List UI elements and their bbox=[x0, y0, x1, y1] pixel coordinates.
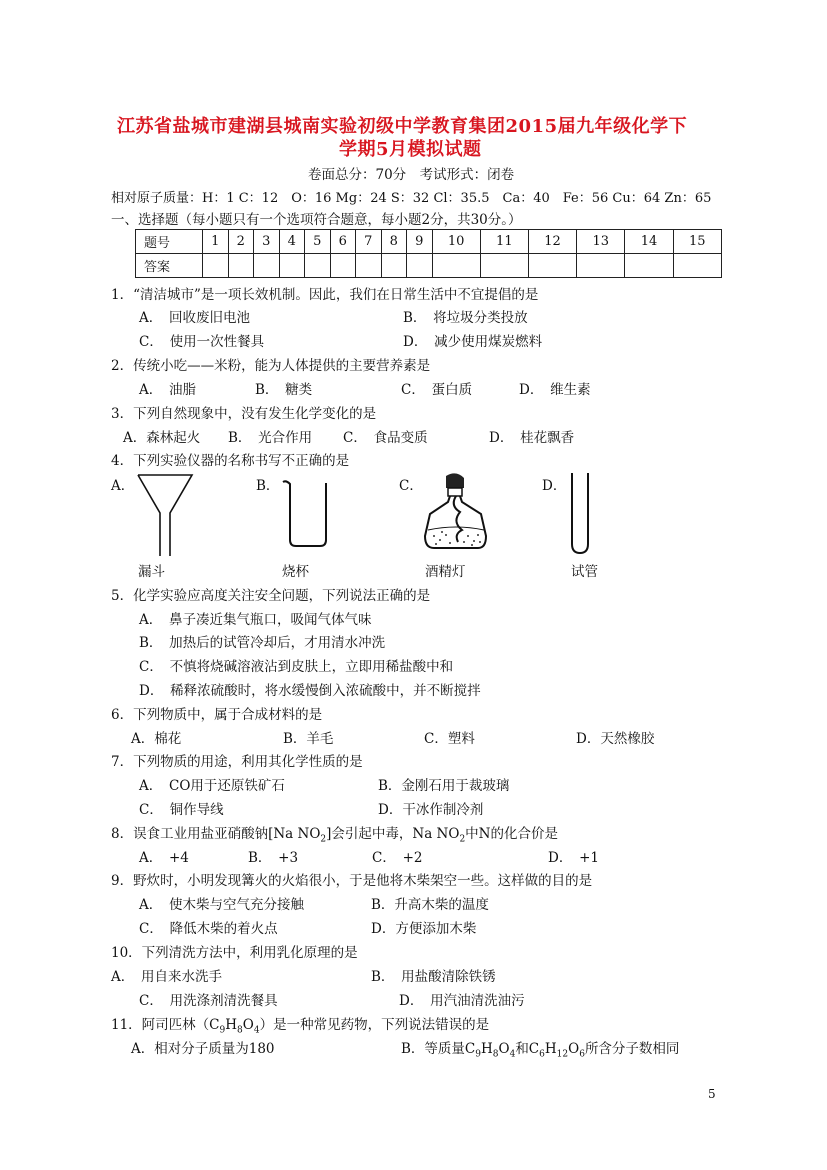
q1-option-b[interactable]: B． 将垃圾分类投放 bbox=[403, 310, 528, 326]
q11-stem-part2: ）是一种常见药物，下列说法错误的是 bbox=[259, 1017, 490, 1033]
funnel-icon bbox=[135, 472, 195, 558]
question-number-cell: 6 bbox=[330, 230, 356, 254]
q6-option-b[interactable]: B．羊毛 bbox=[283, 731, 334, 747]
answer-cell[interactable] bbox=[577, 254, 625, 278]
answer-cell[interactable] bbox=[432, 254, 480, 278]
answer-cell[interactable] bbox=[528, 254, 576, 278]
q11-subscript: 9 bbox=[219, 1025, 226, 1036]
q8-stem-part1: 8．误食工业用盐亚硝酸钠[Na NO bbox=[111, 826, 321, 842]
q11b-subscript: 6 bbox=[579, 1049, 585, 1060]
question-5-stem: 5．化学实验应高度关注安全问题，下列说法正确的是 bbox=[111, 588, 431, 604]
q11-formula-o: O bbox=[242, 1017, 254, 1033]
question-3-stem: 3．下列自然现象中，没有发生化学变化的是 bbox=[111, 406, 377, 422]
q11-subscript: 8 bbox=[237, 1025, 243, 1036]
q11b-subscript: 8 bbox=[492, 1049, 499, 1060]
doc-title-line1: 江苏省盐城市建湖县城南实验初级中学教育集团2015届九年级化学下 bbox=[117, 116, 688, 137]
answer-cell[interactable] bbox=[203, 254, 229, 278]
q11b-subscript: 12 bbox=[556, 1049, 569, 1060]
answer-cell[interactable] bbox=[279, 254, 305, 278]
answer-cell[interactable] bbox=[407, 254, 433, 278]
q4-caption-tube: 试管 bbox=[571, 564, 598, 580]
question-6-stem: 6．下列物质中，属于合成材料的是 bbox=[111, 707, 323, 723]
q10-option-c[interactable]: C． 用洗涤剂清洗餐具 bbox=[139, 993, 278, 1009]
q4-option-c[interactable]: C． bbox=[399, 478, 423, 494]
score-and-mode: 卷面总分：70分 考试形式：闭卷 bbox=[308, 167, 515, 183]
q1-option-d[interactable]: D． 减少使用煤炭燃料 bbox=[403, 334, 543, 350]
q11b-formula-h: H bbox=[480, 1041, 493, 1057]
answer-cell[interactable] bbox=[305, 254, 331, 278]
question-number-cell: 2 bbox=[228, 230, 254, 254]
q11b-subscript: 9 bbox=[475, 1049, 481, 1060]
q11b-subscript: 4 bbox=[509, 1049, 516, 1060]
q9-option-c[interactable]: C． 降低木柴的着火点 bbox=[139, 921, 278, 937]
q5-option-c[interactable]: C． 不慎将烧碱溶液沾到皮肤上，立即用稀盐酸中和 bbox=[139, 659, 454, 675]
alcohol-lamp-icon bbox=[422, 472, 490, 552]
question-7-stem: 7．下列物质的用途，利用其化学性质的是 bbox=[111, 754, 363, 770]
section-heading: 一、选择题（每小题只有一个选项符合题意，每小题2分，共30分。） bbox=[111, 212, 522, 228]
question-number-cell: 14 bbox=[625, 230, 673, 254]
question-number-cell: 11 bbox=[480, 230, 528, 254]
question-number-cell: 5 bbox=[305, 230, 331, 254]
q10-option-b[interactable]: B． 用盐酸清除铁锈 bbox=[371, 969, 496, 985]
q11b-formula-o2: O bbox=[568, 1041, 580, 1057]
q11b-part2: 和C bbox=[515, 1041, 540, 1057]
q8-stem-part2: ]会引起中毒，Na NO bbox=[326, 826, 460, 842]
page-number: 5 bbox=[708, 1087, 716, 1101]
q11-formula-h: H bbox=[225, 1017, 238, 1033]
answer-cell[interactable] bbox=[228, 254, 254, 278]
q2-option-d[interactable]: D． 维生素 bbox=[519, 382, 591, 398]
q11-stem-part1: 11．阿司匹林（C bbox=[111, 1017, 220, 1033]
q11b-subscript: 6 bbox=[539, 1049, 545, 1060]
question-2-stem: 2．传统小吃——米粉，能为人体提供的主要营养素是 bbox=[111, 358, 431, 374]
q4-caption-funnel: 漏斗 bbox=[138, 564, 165, 580]
q4-option-d[interactable]: D． bbox=[542, 478, 567, 494]
answer-cell[interactable] bbox=[381, 254, 407, 278]
doc-title-line2: 学期5月模拟试题 bbox=[339, 139, 482, 160]
question-number-cell: 4 bbox=[279, 230, 305, 254]
q7-option-d[interactable]: D．干冰作制冷剂 bbox=[378, 802, 484, 818]
q4-option-a[interactable]: A． bbox=[111, 478, 135, 494]
q1-option-c[interactable]: C． 使用一次性餐具 bbox=[139, 334, 265, 350]
q11b-formula-o: O bbox=[498, 1041, 510, 1057]
q2-option-c[interactable]: C． 蛋白质 bbox=[401, 382, 473, 398]
question-10-stem: 10．下列清洗方法中，利用乳化原理的是 bbox=[111, 945, 358, 961]
question-number-cell: 15 bbox=[673, 230, 721, 254]
q3-option-d[interactable]: D． 桂花飘香 bbox=[489, 430, 575, 446]
q11b-part3: 所含分子数相同 bbox=[584, 1041, 680, 1057]
q10-option-d[interactable]: D． 用汽油清洗油污 bbox=[399, 993, 525, 1009]
q6-option-d[interactable]: D．天然橡胶 bbox=[576, 731, 655, 747]
question-8-stem bbox=[111, 822, 558, 845]
test-tube-icon bbox=[568, 470, 592, 556]
q8-option-b[interactable]: B． +3 bbox=[248, 850, 299, 866]
q11-option-a[interactable]: A．相对分子质量为180 bbox=[131, 1041, 275, 1057]
answer-table-header-row bbox=[136, 230, 722, 254]
q8-option-a[interactable]: A． +4 bbox=[139, 850, 189, 866]
q7-option-c[interactable]: C． 铜作导线 bbox=[139, 802, 224, 818]
q2-option-a[interactable]: A． 油脂 bbox=[139, 382, 196, 398]
q8-option-c[interactable]: C． +2 bbox=[372, 850, 423, 866]
q2-option-b[interactable]: B． 糖类 bbox=[255, 382, 313, 398]
question-number-cell: 12 bbox=[528, 230, 576, 254]
answer-cell[interactable] bbox=[330, 254, 356, 278]
question-number-cell: 10 bbox=[432, 230, 480, 254]
q3-option-c[interactable]: C． 食品变质 bbox=[343, 430, 428, 446]
q3-option-a[interactable]: A．森林起火 bbox=[123, 430, 201, 446]
question-number-cell: 8 bbox=[381, 230, 407, 254]
q11-subscript: 4 bbox=[253, 1025, 260, 1036]
question-number-cell: 13 bbox=[577, 230, 625, 254]
q9-option-d[interactable]: D．方便添加木柴 bbox=[371, 921, 477, 937]
question-number-cell: 1 bbox=[203, 230, 229, 254]
q8-subscript: 2 bbox=[459, 834, 466, 845]
answer-table bbox=[135, 229, 722, 278]
question-9-stem: 9．野炊时，小明发现篝火的火焰很小，于是他将木柴架空一些。这样做的目的是 bbox=[111, 873, 593, 889]
atomic-mass-line: 相对原子质量：H：1 C：12 O：16 Mg：24 S：32 Cl：35.5 Ca：40 Fe：56 Cu：64 Zn：65 bbox=[111, 191, 712, 206]
q10-option-a[interactable]: A． 用自来水洗手 bbox=[111, 969, 222, 985]
answer-cell[interactable] bbox=[673, 254, 721, 278]
q5-option-a[interactable]: A． 鼻子凑近集气瓶口，吸闻气体气味 bbox=[139, 612, 372, 628]
q4-option-b[interactable]: B． bbox=[256, 478, 280, 494]
q6-option-a[interactable]: A．棉花 bbox=[131, 731, 182, 747]
question-number-cell: 9 bbox=[407, 230, 433, 254]
q1-option-a[interactable]: A． 回收废旧电池 bbox=[139, 310, 250, 326]
q11-option-b[interactable] bbox=[401, 1037, 679, 1060]
header-label: 题号 bbox=[136, 230, 203, 254]
question-11-stem bbox=[111, 1013, 489, 1036]
answer-label: 答案 bbox=[136, 254, 203, 278]
q11b-part1: B．等质量C bbox=[401, 1041, 476, 1057]
answer-table-answer-row bbox=[136, 254, 722, 278]
beaker-icon bbox=[281, 478, 333, 550]
q3-option-b[interactable]: B． 光合作用 bbox=[228, 430, 313, 446]
q7-option-a[interactable]: A． CO用于还原铁矿石 bbox=[139, 778, 285, 794]
question-4-stem: 4．下列实验仪器的名称书写不正确的是 bbox=[111, 453, 350, 469]
q8-stem-part3: 中N的化合价是 bbox=[465, 826, 558, 842]
q11b-formula-h2: H bbox=[544, 1041, 557, 1057]
answer-cell[interactable] bbox=[254, 254, 280, 278]
question-number-cell: 7 bbox=[356, 230, 382, 254]
answer-cell[interactable] bbox=[480, 254, 528, 278]
q8-subscript: 2 bbox=[320, 834, 327, 845]
q7-option-b[interactable]: B．金刚石用于裁玻璃 bbox=[378, 778, 510, 794]
q9-option-b[interactable]: B．升高木柴的温度 bbox=[371, 897, 489, 913]
question-1-stem: 1．“清洁城市”是一项长效机制。因此，我们在日常生活中不宜提倡的是 bbox=[111, 287, 539, 303]
q4-caption-lamp: 酒精灯 bbox=[425, 564, 466, 580]
q5-option-b[interactable]: B． 加热后的试管冷却后，才用清水冲洗 bbox=[139, 635, 386, 651]
q8-option-d[interactable]: D． +1 bbox=[548, 850, 599, 866]
q6-option-c[interactable]: C．塑料 bbox=[424, 731, 475, 747]
answer-cell[interactable] bbox=[356, 254, 382, 278]
q4-caption-beaker: 烧杯 bbox=[282, 564, 309, 580]
q5-option-d[interactable]: D． 稀释浓硫酸时，将水缓慢倒入浓硫酸中，并不断搅拌 bbox=[139, 683, 481, 699]
q9-option-a[interactable]: A． 使木柴与空气充分接触 bbox=[139, 897, 304, 913]
answer-cell[interactable] bbox=[625, 254, 673, 278]
question-number-cell: 3 bbox=[254, 230, 280, 254]
